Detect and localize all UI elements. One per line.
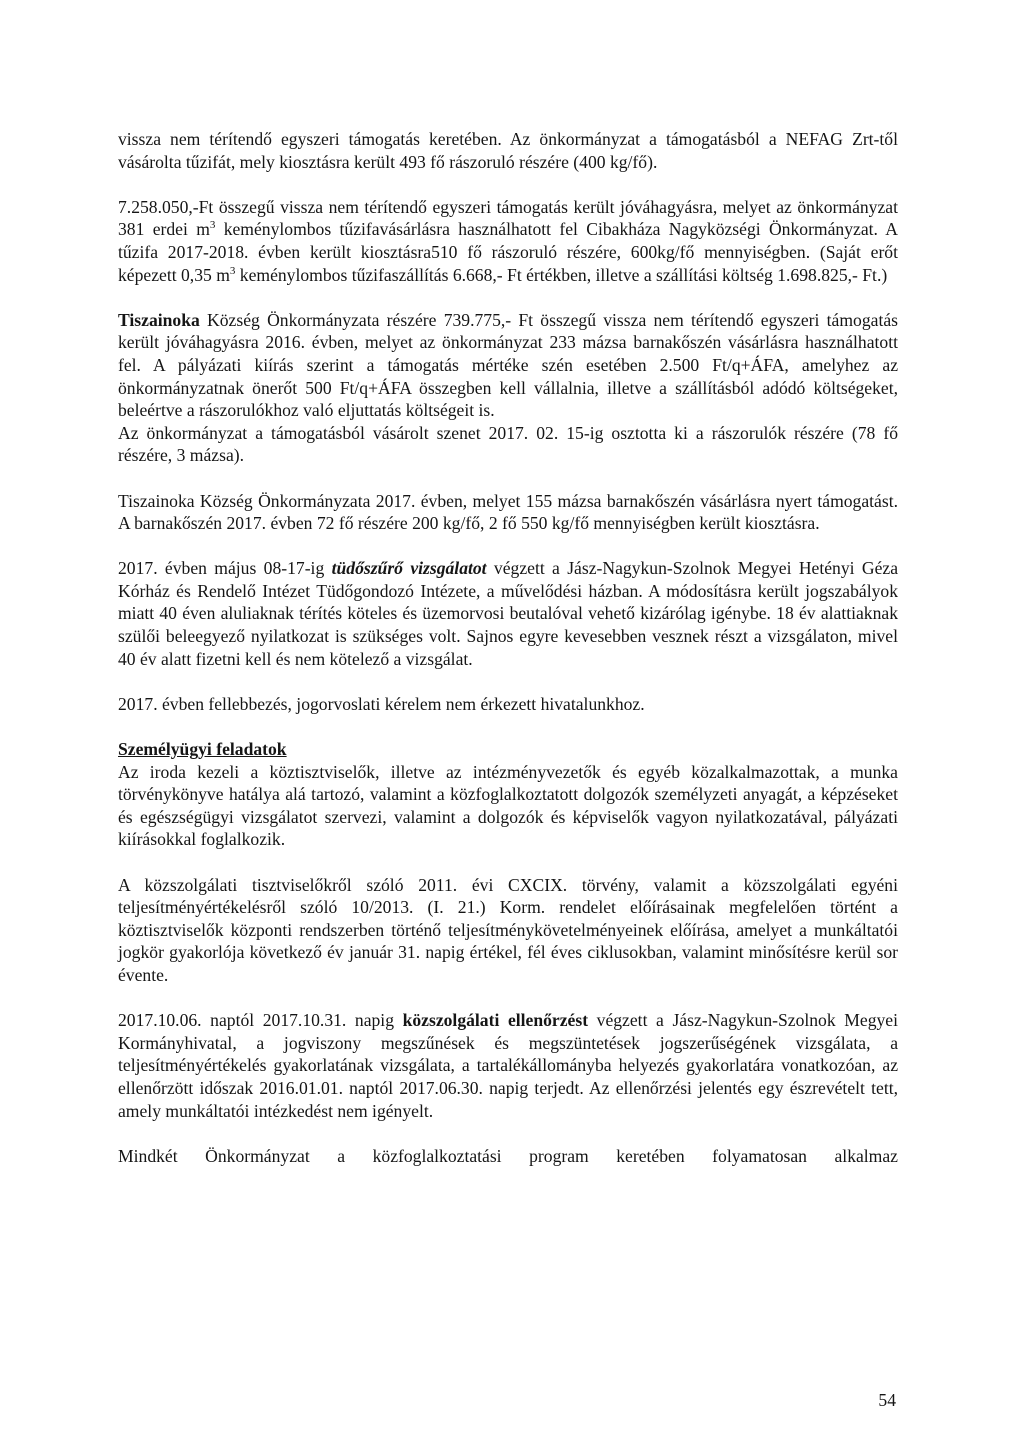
text-run: végzett a Jász-Nagykun-Szolnok Megyei Hetényi Géza Kórház és Rendelő Intézet Tüdőgondozó Intézete, a művelődési házban. A módosításra került jogszabályok miatt 40 éven aluliaknak térítés köteles és üzemorvosi beutalóval vehető kizárólag igénybe. 18 év alattiaknak szülői beleegyező nyilatkozat is szükséges volt. Sajnos egyre kevesebben vesznek részt a vizsgálaton, mivel 40 év alatt fizetni kell és nem kötelező a vizsgálat. — [118, 558, 899, 669]
text-run: 7.258.050,-Ft összegű vissza nem térítendő egyszeri támogatás került jóváhagyásra, melyet az önkormányzat 381 erdei m — [118, 196, 898, 240]
section-heading: Személyügyi feladatok — [118, 739, 287, 760]
bold-italic-text: tüdőszűrő vizsgálatot — [331, 558, 487, 579]
paragraph-lung-screening — [118, 557, 898, 670]
document-page — [118, 128, 898, 1167]
text-run: 2017. évben május 08-17-ig — [118, 558, 332, 579]
paragraph-performance-evaluation: A közszolgálati tisztviselőkről szóló 2011. évi CXCIX. törvény, valamit a közszolgálati egyéni teljesítményértékelésről szóló 10/2013. (I. 21.) Korm. rendelet előírásainak megfelelően történt a köztisztviselők központi rendszerben történő teljesítménykövetelményeinek előírása, amelyet a munkáltatói jogkör gyakorlója következő év január 31. napig értékel, fél éves ciklusokban, valamint minősítésre kerül sor évente. — [118, 874, 898, 985]
paragraph-cibakhaza-firewood — [118, 196, 898, 286]
text-run: végzett a Jász-Nagykun-Szolnok Megyei Kormányhivatal, a jogviszony megszűnések és megszüntetések jogszerűségének vizsgálata, a teljesítményértékelés gyakorlatának vizsgálata, a tartalékállományba helyezés gyakorlatára vonatkozóan, az ellenőrzött időszak 2016.01.01. naptól 2017.06.30. napig terjedt. Az ellenőrzési jelentés egy észrevételt tett, amely munkáltatói intézkedést nem igényelt. — [118, 1010, 898, 1121]
paragraph-firewood-nefag: vissza nem térítendő egyszeri támogatás keretében. Az önkormányzat a támogatásból a NEFAG Zrt-től vásárolta tűzifát, mely kiosztásra került 493 fő rászoruló részére (400 kg/fő). — [118, 129, 898, 172]
superscript: 3 — [209, 219, 216, 232]
bold-text: közszolgálati ellenőrzést — [402, 1010, 589, 1031]
text-run: Község Önkormányzata részére 739.775,- Ft összegű vissza nem térítendő egyszeri támogatás került jóváhagyásra 2016. évben, melyet az önkormányzat 233 mázsa barnakőszén vásárlásra használhatott fel. A pályázati kiírás szerint a támogatás mértéke szén esetében 2.500 Ft/q+ÁFA, amelyhez az önkormányzatnak önerőt 500 Ft/q+ÁFA összegben kell vállalnia, illetve a szállításból adódó költségeket, beleértve a rászorulókhoz való eljuttatás költségeit is. — [118, 309, 898, 421]
paragraph-public-works: Mindkét Önkormányzat a közfoglalkoztatási program keretében folyamatosan alkalmaz — [118, 1145, 898, 1166]
paragraph-coal-distribution: Az önkormányzat a támogatásból vásárolt szenet 2017. 02. 15-ig osztotta ki a rászorulók részére (78 fő részére, 3 mázsa). — [118, 422, 898, 466]
paragraph-appeals: 2017. évben fellebbezés, jogorvoslati kérelem nem érkezett hivatalunkhoz. — [118, 693, 645, 714]
text-run: keménylombos tűzifavásárlásra használhatott fel Cibakháza Nagyközségi Önkormányzat. A tűzifa 2017-2018. évben került kiosztásra510 fő rászoruló részére, 600kg/fő mennyiségben. (Saját erőt képezett 0,35 m — [118, 219, 898, 285]
text-run: 2017.10.06. naptól 2017.10.31. napig — [118, 1010, 403, 1031]
superscript: 3 — [229, 264, 236, 277]
paragraph-hr-office: Az iroda kezeli a köztisztviselők, illetve az intézményvezetők és egyéb közalkalmazottak, a munka törvénykönyve hatálya alá tartozó, valamint a közfoglalkoztatott dolgozók személyzeti anyagát, a képzéseket és egészségügyi vizsgálatot szervezi, valamint a dolgozók és képviselők vagyon nyilatkozatával, pályázati kiírásokkal foglalkozik. — [118, 761, 898, 850]
paragraph-tiszainoka-coal-2016 — [118, 309, 898, 422]
paragraph-tiszainoka-coal-2017: Tiszainoka Község Önkormányzata 2017. évben, melyet 155 mázsa barnakőszén vásárlásra nyert támogatást. A barnakőszén 2017. évben 72 fő részére 200 kg/fő, 2 fő 550 kg/fő mennyiségben került kiosztásra. — [118, 490, 898, 534]
paragraph-inspection — [118, 1009, 898, 1122]
page-number: 54 — [878, 1390, 896, 1410]
bold-text: Tiszainoka — [118, 309, 200, 330]
text-run: keménylombos tűzifaszállítás 6.668,- Ft értékben, illetve a szállítási költség 1.698.825,- Ft.) — [235, 264, 888, 285]
